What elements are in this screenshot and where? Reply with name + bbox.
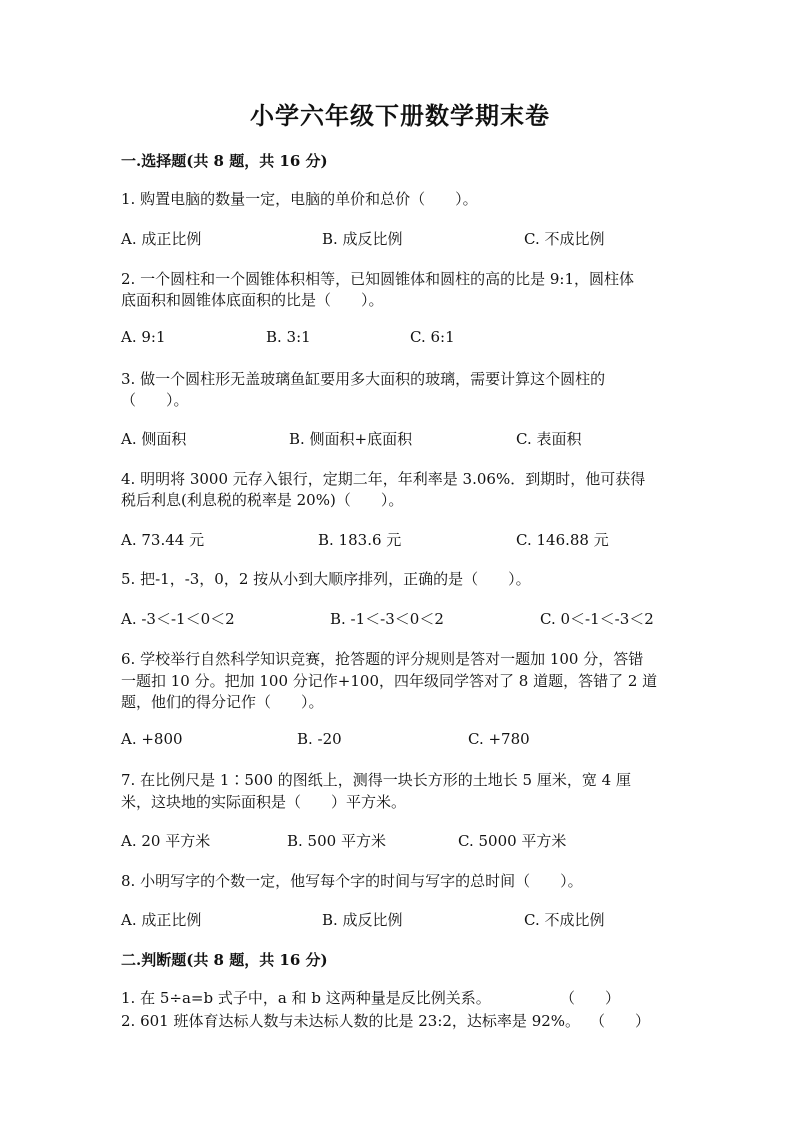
judgement-2-text: 2. 601 班体育达标人数与未达标人数的比是 23:2，达标率是 92%。 xyxy=(121,1012,581,1030)
question-4-option-c: C. 146.88 元 xyxy=(516,531,609,549)
question-5-option-b: B. -1＜-3＜0＜2 xyxy=(330,610,444,628)
question-7-option-c: C. 5000 平方米 xyxy=(458,832,567,850)
question-4-line-2: 税后利息(利息税的税率是 20%)（ ）。 xyxy=(121,491,404,509)
question-3-line-2: （ ）。 xyxy=(121,391,189,409)
question-3-option-c: C. 表面积 xyxy=(516,430,582,448)
judgement-1-text: 1. 在 5÷a=b 式子中，a 和 b 这两种量是反比例关系。 xyxy=(121,989,491,1007)
question-1-option-b: B. 成反比例 xyxy=(322,230,403,248)
question-5-option-c: C. 0＜-1＜-3＜2 xyxy=(540,610,654,628)
question-6-option-c: C. +780 xyxy=(468,730,530,748)
question-8-option-c: C. 不成比例 xyxy=(524,911,605,929)
judgement-2-answer-paren: （ ） xyxy=(590,1012,651,1030)
question-6-option-a: A. +800 xyxy=(121,730,183,748)
question-3-line-1: 3. 做一个圆柱形无盖玻璃鱼缸要用多大面积的玻璃，需要计算这个圆柱的 xyxy=(121,370,606,388)
question-2-option-c: C. 6:1 xyxy=(410,328,455,346)
page-title: 小学六年级下册数学期末卷 xyxy=(250,101,550,130)
section-heading-judgement: 二.判断题(共 8 题，共 16 分) xyxy=(121,951,328,969)
question-4-option-b: B. 183.6 元 xyxy=(318,531,402,549)
question-5-option-a: A. -3＜-1＜0＜2 xyxy=(121,610,235,628)
question-7-line-2: 米，这块地的实际面积是（ ）平方米。 xyxy=(121,793,407,811)
question-6-line-2: 一题扣 10 分。把加 100 分记作+100，四年级同学答对了 8 道题，答错了 2 道 xyxy=(121,672,658,690)
question-2-option-a: A. 9:1 xyxy=(121,328,166,346)
question-6-option-b: B. -20 xyxy=(297,730,342,748)
question-5-line-1: 5. 把-1，-3，0，2 按从小到大顺序排列，正确的是（ ）。 xyxy=(121,570,531,588)
question-8-line-1: 8. 小明写字的个数一定，他写每个字的时间与写字的总时间（ ）。 xyxy=(121,872,583,890)
judgement-1-answer-paren: （ ） xyxy=(560,989,621,1007)
question-3-option-a: A. 侧面积 xyxy=(121,430,187,448)
question-6-line-3: 题，他们的得分记作（ ）。 xyxy=(121,693,324,711)
question-2-line-1: 2. 一个圆柱和一个圆锥体积相等，已知圆锥体和圆柱的高的比是 9:1，圆柱体 xyxy=(121,270,634,288)
question-6-line-1: 6. 学校举行自然科学知识竞赛，抢答题的评分规则是答对一题加 100 分，答错 xyxy=(121,650,644,668)
question-1-line-1: 1. 购置电脑的数量一定，电脑的单价和总价（ ）。 xyxy=(121,190,478,208)
question-7-line-1: 7. 在比例尺是 1∶500 的图纸上，测得一块长方形的土地长 5 厘米，宽 4 厘 xyxy=(121,771,631,789)
section-heading-choice: 一.选择题(共 8 题，共 16 分) xyxy=(121,152,328,170)
question-4-line-1: 4. 明明将 3000 元存入银行，定期二年，年利率是 3.06%．到期时，他可获得 xyxy=(121,470,646,488)
question-7-option-b: B. 500 平方米 xyxy=(287,832,386,850)
question-7-option-a: A. 20 平方米 xyxy=(121,832,211,850)
question-3-option-b: B. 侧面积+底面积 xyxy=(289,430,413,448)
question-2-line-2: 底面积和圆锥体底面积的比是（ ）。 xyxy=(121,291,384,309)
question-4-option-a: A. 73.44 元 xyxy=(121,531,205,549)
question-8-option-a: A. 成正比例 xyxy=(121,911,202,929)
question-1-option-c: C. 不成比例 xyxy=(524,230,605,248)
question-1-option-a: A. 成正比例 xyxy=(121,230,202,248)
question-8-option-b: B. 成反比例 xyxy=(322,911,403,929)
question-2-option-b: B. 3:1 xyxy=(266,328,311,346)
